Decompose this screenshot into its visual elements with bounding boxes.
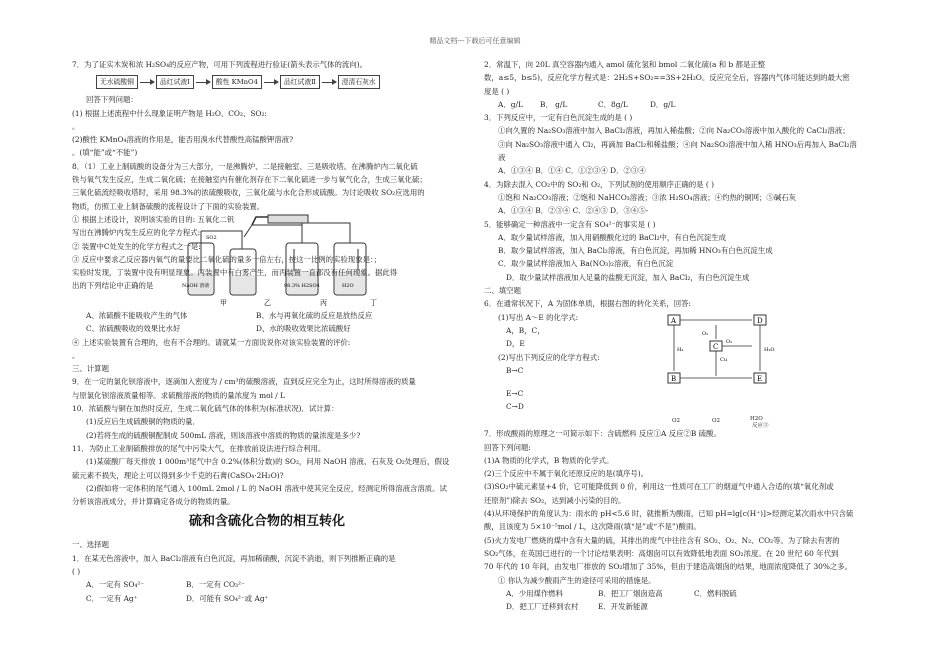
option: A．取少量试样溶液，加入用硝酸酸化过的 BaCl₂中，有白色沉淀生成 bbox=[498, 232, 727, 242]
option: D．可能有 SO₄²⁻或 Ag⁺ bbox=[186, 593, 269, 603]
option: A、浓硫酸不能吸收产生的气体 bbox=[86, 310, 188, 320]
edge-label-cu: Cu bbox=[720, 356, 728, 363]
q7-line: 还原剂”)除去 SO₂，达到减小污染的目的。 bbox=[484, 495, 626, 505]
q10-line: (2)若将生成的硫酸铜配制成 500mL 溶液，则该溶液中溶质的物质的量浓度是多少? bbox=[86, 430, 361, 440]
q8-line: 物质，仿照工业上制备硫酸的流程设计了下面的实验装置。 bbox=[72, 201, 265, 211]
seq-reaction3: 反应③ bbox=[752, 423, 769, 430]
q1-stem: 1．在某无色溶液中，加入 BaCl₂溶液有白色沉淀，再加稀硝酸，沉淀不消逝，则下列推断正确的是 bbox=[72, 553, 396, 563]
q4-stem: 4．为除去混入 CO₂中的 SO₂和 O₂，下列试剂的使用顺序正确的是 ( ) bbox=[484, 179, 714, 189]
q11-line: (1)某硫酸厂每天排放 1 000m³尾气中含 0.2%(体积分数)的 SO₂，问用 NaOH 溶液、石灰及 O₂处理后，假设 bbox=[86, 457, 450, 467]
option: B．一定有 CO₃²⁻ bbox=[186, 580, 245, 590]
q8-options-row bbox=[72, 322, 462, 335]
seq-o2: O2 bbox=[712, 418, 721, 425]
q8-sub1: ① 根据上述设计，说明该实验的目的: 五氧化二钒 bbox=[72, 214, 235, 224]
q8-sub3c: 出的下列结论中正确的是 bbox=[72, 281, 154, 291]
flow-box-2: 品红试液Ⅰ bbox=[156, 75, 194, 89]
flow-box-3: 酸性 KMnO4 bbox=[212, 75, 262, 89]
q5-stem: 5．能够确定一种溶液中一定含有 SO₄²⁻的事实是 ( ) bbox=[484, 219, 656, 229]
q7-line: 70 年代的 10 年间，由发电厂排放的 SO₂增加了 35%，但由于建造高烟囱的结果，地面浓度降低了 30%之多。 bbox=[484, 562, 853, 572]
q7-part2-end: 。(填“能”或“不能”) bbox=[72, 148, 138, 158]
q1-options-row bbox=[72, 592, 462, 605]
flow-box-1: 无水硫酸铜 bbox=[96, 75, 138, 89]
q10-line: 10．浓硫酸与铜在加热时反应，生成二氧化硫气体的体积为(标准状况)．试计算： bbox=[72, 404, 339, 414]
q8-sub2: ② 装置中C处发生的化学方程式之一是: bbox=[72, 241, 201, 251]
option: D．g/L bbox=[650, 99, 676, 109]
q7-line: (3)SO₂中硫元素显+4 价，它可能降低到 0 价，利用这一性质可在工厂的烟道气中通入合适的(填“氧化剂或 bbox=[484, 482, 834, 492]
q7-part1-end: 。 bbox=[72, 121, 80, 131]
q6-reaction: B→C bbox=[506, 365, 524, 375]
q4-options: A．①③④ B．②③④ C．②④③ D．③④⑤- bbox=[498, 206, 649, 216]
q8-sub3: ③ 反应中要求乙反应器内氧气的量要比二氧化硫的量多一倍左右，按这一比例的实验现象是：； bbox=[72, 254, 382, 264]
option: A．g/L bbox=[498, 99, 523, 109]
apparatus-text bbox=[72, 213, 462, 293]
section-title: 硫和含硫化合物的相互转化 bbox=[188, 514, 345, 530]
q8-options-row bbox=[72, 309, 462, 322]
q7-options-row bbox=[484, 600, 884, 613]
node-b-label: B bbox=[671, 374, 677, 383]
q3-line: ③向 Na₂SO₃溶液中通入 Cl₂，再滴加 BaCl₂和稀盐酸；④向 Na₂SO₃溶液中加入稀 HNO₃后再加入 BaCl₂溶 bbox=[498, 139, 857, 149]
option: A．一定有 SO₄²⁻ bbox=[86, 580, 145, 590]
q7-answer-prompt: 回答下列问题： bbox=[86, 95, 138, 105]
option: C．燃料脱硫 bbox=[694, 588, 737, 598]
q11-line: 硫元素不损失，理论上可以得到多少千克的石膏(CaSO₄·2H₂O)? bbox=[72, 470, 284, 480]
q7-stem: 7．形成酸雨的原理之一可简示如下：含硫燃料 反应①A 反应②B 硫酸。 bbox=[484, 429, 721, 439]
option: D、水的吸收效果比浓硫酸好 bbox=[256, 324, 351, 334]
option: C、浓硫酸吸收的效果比水好 bbox=[86, 324, 181, 334]
q8-sub1b: 写出在沸腾炉内发生反应的化学方程式: bbox=[72, 228, 201, 238]
q11-line: 11．为防止工业制硫酸排放的尾气中污染大气，在排放前设法进行综合利用。 bbox=[72, 443, 326, 453]
q6-answer: A，B，C， bbox=[506, 325, 545, 335]
q7-part1: (1) 根据上述流程中什么现象证明产物是 H₂O、CO₂、SO₂: bbox=[72, 108, 267, 118]
q8-line: 8．（1）工业上制硫酸的设备分为三大部分，一是沸腾炉、二是接触室、三是吸收塔。在沸腾炉内二氧化硫 bbox=[72, 161, 418, 171]
q6-stem: 6．在通常状况下，A 为固体单质，根据右图的转化关系，回答: bbox=[484, 299, 692, 309]
q4-line: ①饱和 Na₂CO₃溶液；②饱和 NaHCO₃溶液；③浓 H₂SO₄溶液；④灼热的铜网；⑤碱石灰 bbox=[498, 192, 796, 202]
label-naoh: NaOH 溶液 bbox=[182, 282, 210, 289]
flow-arrow bbox=[140, 82, 154, 83]
label-so2: SO2 bbox=[206, 234, 217, 241]
label-bing: 丙 bbox=[320, 298, 327, 307]
q8-line: 三氧化硫流经吸收塔时，采用 98.3%的浓硫酸吸收，三氧化硫与水化合形成硫酸。为讨论吸收 SO₂应选用的 bbox=[72, 188, 425, 198]
flow-arrow bbox=[196, 82, 210, 83]
q7-line: ① 你认为减少酸雨产生的途径可采用的措施是。 bbox=[498, 575, 656, 585]
q11-line: (2)假如将一定体积的尾气通入 100mL 2mol / L 的 NaOH 溶液中使其完全反应，经测定所得溶液含溶质。试 bbox=[86, 483, 447, 493]
q7-flowchart bbox=[72, 71, 462, 93]
option: D．取少量试样溶液加入足量的盐酸无沉淀，加入 BaCl₂，有白色沉淀生成 bbox=[506, 272, 750, 282]
q8-sub3b: 实验时发现，丁装置中没有明显现象。丙装置中有白雾产生，而丙装置一直都没有任何现象。据此得 bbox=[72, 268, 398, 278]
q2-line: 数，a≤5，b≤5)，反应化学方程式是：2H₂S+SO₂==3S+2H₂O。反应完全后，容器内气体可能达到的最大密 bbox=[484, 73, 850, 83]
option: A．少用煤作燃料 bbox=[506, 588, 564, 598]
flow-box-4: 品红试液Ⅱ bbox=[280, 75, 320, 89]
q6-answer: D，E bbox=[506, 339, 525, 349]
q7-line: (5)火力发电厂燃烧的煤中含有大量的硫，其排出的废气中往往含有 SO₂、O₂、N₂、CO₂等。为了除去有害的 bbox=[484, 535, 840, 545]
q7-answer-prompt: 回答下列问题: bbox=[484, 442, 531, 452]
q7-part2: (2)酸性 KMnO₄溶液的作用是，能否用溴水代替酸性高锰酸钾溶液? bbox=[72, 135, 294, 145]
right-column bbox=[484, 58, 884, 613]
flow-arrow bbox=[322, 82, 336, 83]
q11-line: 分析该溶液成分，并计算确定各成分的物质的量。 bbox=[72, 497, 235, 507]
node-c-label: C bbox=[713, 342, 719, 351]
option: C．一定有 Ag⁺ bbox=[86, 593, 138, 603]
edge-label-h2o: H₂O bbox=[764, 346, 775, 353]
label-h2so4: 98.3% H2SO4 bbox=[284, 282, 320, 289]
q7-line: (4)从环境保护的角度认为：雨水的 pH<5.6 时，就推断为酸雨，已知 pH=lg[c(H⁺)]>经测定某次雨水中只含硫 bbox=[484, 509, 854, 519]
q2-options bbox=[484, 98, 884, 111]
option: C．8g/L bbox=[598, 99, 628, 109]
q1-bracket: ( ) bbox=[72, 567, 81, 577]
flow-arrow bbox=[264, 82, 278, 83]
acid-rain-sequence-labels bbox=[484, 413, 884, 430]
seq-o2: O2 bbox=[672, 418, 681, 425]
page-header: 精品文档---下载后可任意编辑 bbox=[429, 37, 521, 45]
q3-line: ①向久置的 Na₂SO₃溶液中加入 BaCl₂溶液，再加入稀盐酸；②向 Na₂CO₃溶液中加入酸化的 CaCl₂溶液； bbox=[498, 126, 850, 136]
label-ding: 丁 bbox=[370, 298, 377, 307]
q7-line: SO₂气体，在英国已进行的一个讨论结果表明：高烟囱可以有效降低地表面 SO₂浓度。在 20 世纪 60 年代到 bbox=[484, 548, 839, 558]
option: E．开发新能源 bbox=[598, 602, 648, 612]
q1-options-row bbox=[72, 578, 462, 591]
q6-part2: (2)写出下列反应的化学方程式: bbox=[498, 352, 600, 362]
seq-h2o: H2O bbox=[750, 416, 763, 423]
q3-line: 液 bbox=[498, 153, 506, 163]
q7-line: (2)三个反应中不属于氧化还原反应的是(填序号)。 bbox=[484, 469, 649, 479]
section-heading: 一、选择题 bbox=[72, 540, 109, 550]
label-yi: 乙 bbox=[264, 298, 271, 307]
q7-options-row bbox=[484, 587, 884, 600]
conversion-diagram bbox=[666, 313, 786, 387]
apparatus-block bbox=[72, 213, 462, 309]
q2-line: 度是 ( ) bbox=[484, 86, 510, 96]
q6-part1: (1)写出 A～E 的化学式: bbox=[498, 312, 579, 322]
q8-line: 铁与氧气发生反应，生成二氧化硫；在接触室内有催化剂存在下二氧化硫进一步与氧气化合，生成三氧化硫； bbox=[72, 175, 427, 185]
q8-part4: ④ 上述实验装置有合理的，也有不合理的。请就某一方面说说你对该实验装置的评价: bbox=[72, 337, 351, 347]
q8-part4-end: 。 bbox=[72, 350, 80, 360]
q7-line: 酸，且该度为 5×10⁻⁵mol / L，这次降雨(填“是”或“不是”)酸雨。 bbox=[484, 522, 701, 532]
option: B、水与再氧化硫的反应是放热反应 bbox=[256, 310, 373, 320]
edge-label-o2: O₂ bbox=[726, 338, 733, 345]
edge-label-h2: H₂ bbox=[677, 346, 684, 353]
q3-stem: 3．下列反应中，一定有白色沉淀生成的是 ( ) bbox=[484, 113, 633, 123]
q9-line: 与原氯化钡溶液质量相等。求硫酸溶液的物质的量浓度为 mol / L bbox=[72, 390, 286, 400]
q10-line: (1)反应后生成硫酸铜的物质的量． bbox=[86, 417, 200, 427]
option: C．取少量试样溶液加入 Ba(NO₃)₂溶液，有白色沉淀 bbox=[498, 259, 674, 269]
left-column bbox=[72, 58, 462, 605]
option: B． g/L bbox=[540, 99, 568, 109]
edge-label-o2: O₂ bbox=[702, 330, 709, 337]
option: B．取少量试样溶液，加入 BaCl₂溶液，有白色沉淀，再加稀 HNO₃有白色沉淀生成 bbox=[498, 246, 773, 256]
q9-line: 9．在一定的氯化钡溶液中，逐滴加入密度为 / cm³的硫酸溶液，直到反应完全为止，这时所得溶液的质量 bbox=[72, 377, 416, 387]
option: B．把工厂烟囱造高 bbox=[598, 588, 663, 598]
node-d-label: D bbox=[757, 316, 763, 325]
label-h2o: H2O bbox=[342, 282, 354, 289]
option: D．把工厂迁移到农村 bbox=[506, 602, 579, 612]
section-heading: 二、填空题 bbox=[484, 286, 521, 296]
q7-stem: 7．为了证实木炭和浓 H₂SO₄的反应产物，可用下列流程进行验证(箭头表示气体的流向)。 bbox=[72, 60, 367, 69]
q6-reaction: C→D bbox=[506, 401, 524, 411]
q7-line: (1)A 物质的化学式，B 物质的化学式。 bbox=[484, 455, 614, 465]
flow-box-5: 澄清石灰水 bbox=[338, 75, 380, 89]
label-jia: 甲 bbox=[220, 298, 227, 307]
q6-block bbox=[484, 311, 884, 387]
node-e-label: E bbox=[757, 374, 763, 383]
node-a-label: A bbox=[671, 316, 677, 325]
q3-options: A．①③④ B．①④ C．①②③④ D．②③④ bbox=[498, 166, 646, 176]
q6-reaction: E→C bbox=[506, 388, 524, 398]
q2-line: 2．常温下，向 20L 真空容器内通入 amol 硫化氢和 bmol 二氧化硫(a 和 b 都是正整 bbox=[484, 60, 766, 69]
section-heading: 三、计算题 bbox=[72, 364, 109, 374]
